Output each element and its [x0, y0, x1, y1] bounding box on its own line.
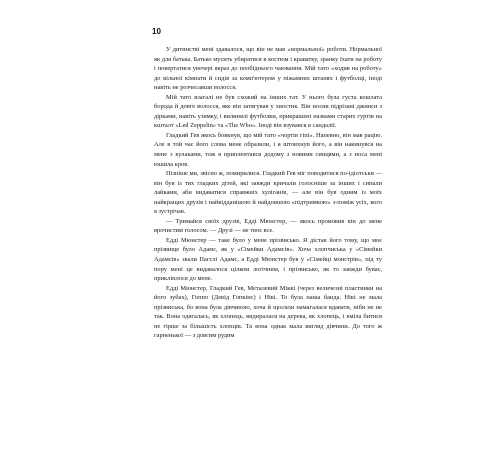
- paragraph: У дитинстві мені здавалося, що він не мав «нормальної» роботи. Нормальної як для батька. Батько мусить убиратися в костюм і краватку, зранку їхати на роботу і повертатися увечері якраз до пообіднього чаювання. Мій тато «ходив на роботу» до вільної кімнати й сидів за комп'ютером у піжамних штанях і футболці, іноді навіть не розчесавши волосся.: [154, 46, 382, 92]
- paragraph: Пізніше ми, звісно ж, помирилися. Гладкий Гев міг поводитися по-ідіотськи — він був із тих гладких дітей, які завжди кричали голосніше за інших і сипали лайками, аби видаватися справжніх хуліганів, — але він був одним із моїх найкращих друзів і найвідданішою й найдовшою «підтримкою» з-поміж усіх, кого я зустрічав.: [154, 170, 382, 216]
- paragraph: Едді Мюнстер — таке було у мене прізвисько. Я дістав його тому, що моє прізвище було Адамс, як у «Сімейки Адамсів». Хоча хлопчиська у «Сімейки Адамсів» звали Пагслі Адамс, а Едді Мюнстер був у «Сімейці монстрів», під ту пору мені це видавалося цілком логічним, і прізвисько, як то завжди буває, прикліплося до мене.: [154, 236, 382, 283]
- paragraph: Гладкий Гев якось бовкнув, що мій тато «чортів гіпі». Напевно, він мав рацію. Але в той час його слова мене образили, і я штовхнув його, а він накинувся на мене з кулаками, тож я приплентався додому з новими синцями, а з носа мені юшила кров.: [154, 131, 382, 168]
- paragraph: Мій тато взагалі не був схожий на інших тат. У нього була густа кошлата борода й довге волосся, яке він затягував у хвостик. Він носив підрізані джинси з дірками, навіть узимку, і вилинялі футболки, прикрашені назвами старих гуртів на кшталт «Led Zeppelin» та «The Who». Іноді він взувався в сандалії.: [154, 93, 382, 130]
- paragraph: Едді Мюнстер, Гладкий Гев, Металевий Міккі (через величезні пластинки на його зубах), Гоппо (Девід Гопкінс) і Нікі. То була наша банда. Нікі не мала прізвиська, бо вона була дівчиною, хоча й щосили намагалася вдавати, ніби не не так. Вона одягалась, як хлопець, видиралася на дерева, як хлопець, і вміла битися не гірше за більшість хлопців. Та вона однак мала вигляд дівчини. До того ж гарненької — з довгим рудим: [154, 284, 382, 340]
- paragraph: — Тримайся своїх друзів, Едді Мюнстер, — якось промовив він до мене врочистим голосом. — Друзі — не твоє все.: [154, 217, 382, 235]
- page-number: 10: [152, 27, 161, 36]
- body-text: [154, 45, 382, 341]
